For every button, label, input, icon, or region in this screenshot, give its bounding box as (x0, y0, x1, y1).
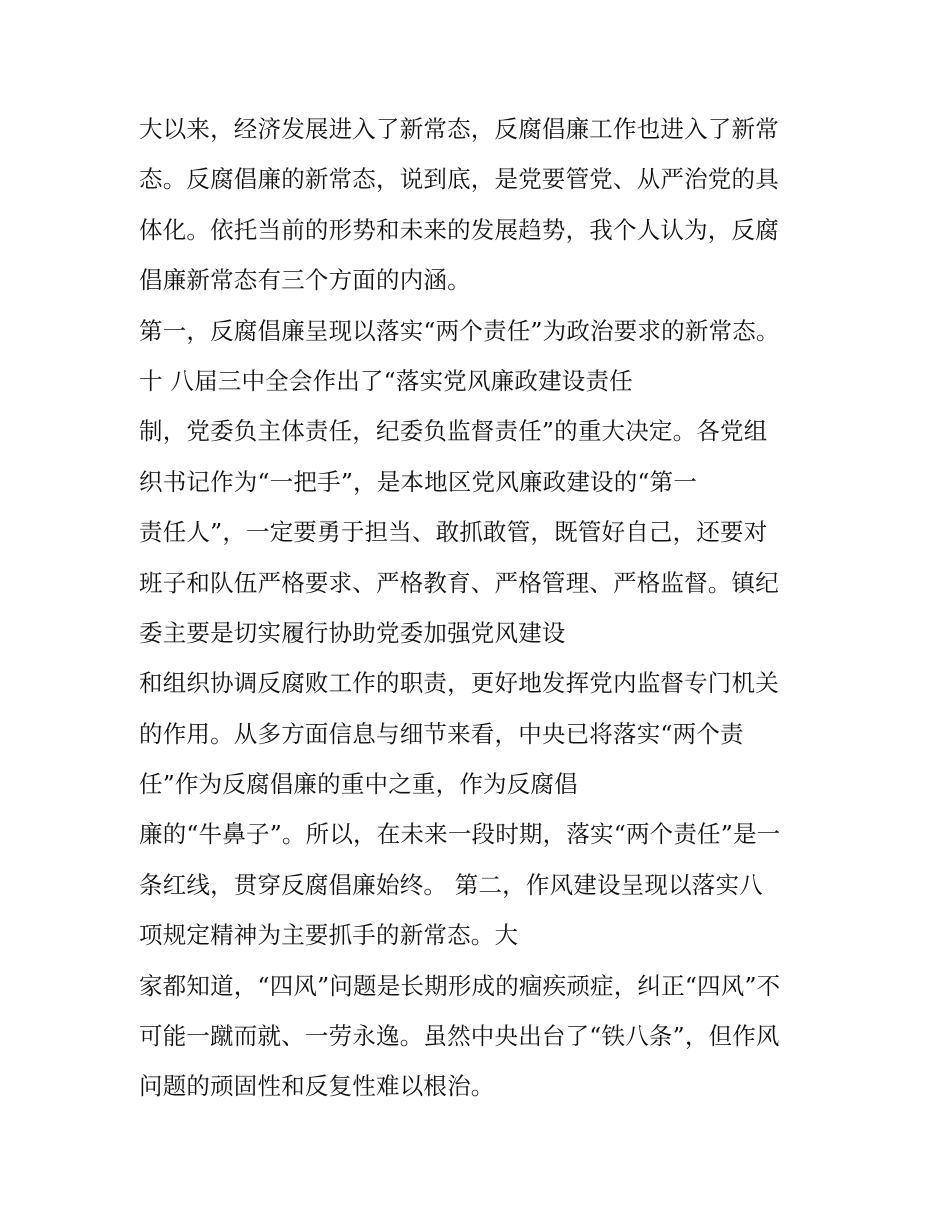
text-line: 制，党委负主体责任，纪委负监督责任”的重大决定。各党组 (139, 417, 768, 446)
text-line: 委主要是切实履行协助党委加强党风建设 (139, 618, 566, 647)
text-line: 和组织协调反腐败工作的职责，更好地发挥党内监督专门机关 (139, 669, 779, 698)
text-line: 条红线，贯穿反腐倡廉始终。 第二，作风建设呈现以落实八 (139, 870, 763, 899)
text-line: 大以来，经济发展进入了新常态，反腐倡廉工作也进入了新常 (139, 115, 779, 143)
text-line: 问题的顽固性和反复性难以根治。 (139, 1072, 495, 1101)
text-line: 责任人”，一定要勇于担当、敢抓敢管，既管好自己，还要对 (139, 518, 768, 547)
text-line: 织书记作为“一把手”，是本地区党风廉政建设的“第一 (139, 467, 698, 496)
text-line: 的作用。从多方面信息与细节来看，中央已将落实“两个责 (139, 719, 744, 748)
text-line: 第一，反腐倡廉呈现以落实“两个责任”为政治要求的新常态。 (139, 316, 780, 345)
text-line: 可能一蹴而就、一劳永逸。虽然中央出台了“铁八条”，但作风 (139, 1022, 780, 1051)
text-line: 倡廉新常态有三个方面的内涵。 (139, 266, 471, 295)
text-line: 项规定精神为主要抓手的新常态。大 (139, 921, 519, 950)
text-line: 态。反腐倡廉的新常态，说到底，是党要管党、从严治党的具 (139, 165, 779, 194)
text-line: 家都知道，“四风”问题是长期形成的痼疾顽症，纠正“四风”不 (139, 971, 781, 1000)
text-line: 任”作为反腐倡廉的重中之重，作为反腐倡 (139, 770, 578, 799)
text-line: 廉的“牛鼻子”。所以，在未来一段时期，落实“两个责任”是一 (139, 820, 781, 849)
text-line: 体化。依托当前的形势和未来的发展趋势，我个人认为，反腐 (139, 215, 779, 244)
text-line: 十 八届三中全会作出了“落实党风廉政建设责任 (139, 366, 633, 395)
text-line: 班子和队伍严格要求、严格教育、严格管理、严格监督。镇纪 (139, 568, 779, 597)
body-text (139, 104, 819, 1112)
